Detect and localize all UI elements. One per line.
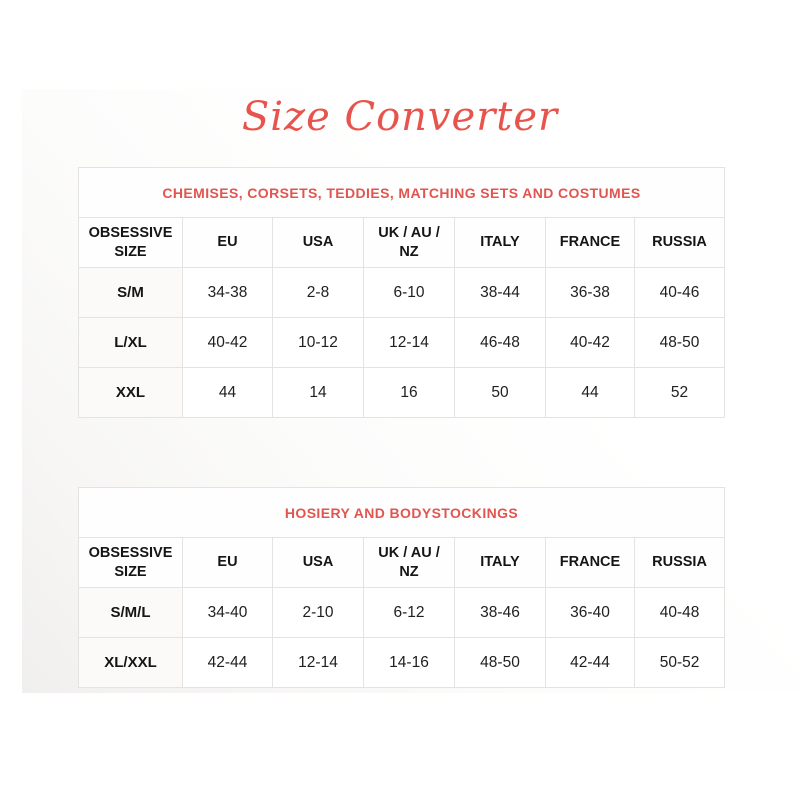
size-cell: 12-14 <box>273 638 364 688</box>
size-cell: 38-44 <box>455 268 546 318</box>
size-cell: 38-46 <box>455 588 546 638</box>
column-header-uk-au-nz: UK / AU / NZ <box>364 538 455 588</box>
size-cell: 36-40 <box>546 588 635 638</box>
row-label: S/M/L <box>79 588 183 638</box>
size-cell: 42-44 <box>183 638 273 688</box>
column-header-italy: ITALY <box>455 538 546 588</box>
size-cell: 36-38 <box>546 268 635 318</box>
column-header-usa: USA <box>273 538 364 588</box>
column-header-eu: EU <box>183 218 273 268</box>
table-title-row <box>79 488 725 538</box>
column-header-usa: USA <box>273 218 364 268</box>
table-row <box>79 268 725 318</box>
size-cell: 10-12 <box>273 318 364 368</box>
table-title: CHEMISES, CORSETS, TEDDIES, MATCHING SETS AND COSTUMES <box>79 168 725 218</box>
column-header-france: FRANCE <box>546 538 635 588</box>
column-header-russia: RUSSIA <box>635 218 725 268</box>
size-cell: 34-38 <box>183 268 273 318</box>
size-cell: 48-50 <box>455 638 546 688</box>
column-header-obsessive-size: OBSESSIVE SIZE <box>79 218 183 268</box>
size-cell: 2-8 <box>273 268 364 318</box>
size-cell: 16 <box>364 368 455 418</box>
size-cell: 52 <box>635 368 725 418</box>
size-cell: 42-44 <box>546 638 635 688</box>
chemises-size-table <box>78 167 725 418</box>
size-cell: 44 <box>183 368 273 418</box>
column-header-russia: RUSSIA <box>635 538 725 588</box>
column-header-row <box>79 218 725 268</box>
row-label: L/XL <box>79 318 183 368</box>
column-header-row <box>79 538 725 588</box>
size-cell: 34-40 <box>183 588 273 638</box>
size-cell: 46-48 <box>455 318 546 368</box>
size-cell: 12-14 <box>364 318 455 368</box>
size-cell: 50-52 <box>635 638 725 688</box>
table-row <box>79 638 725 688</box>
column-header-eu: EU <box>183 538 273 588</box>
size-cell: 48-50 <box>635 318 725 368</box>
page-title: Size Converter <box>241 94 559 140</box>
size-cell: 40-42 <box>546 318 635 368</box>
column-header-italy: ITALY <box>455 218 546 268</box>
row-label: XXL <box>79 368 183 418</box>
size-cell: 50 <box>455 368 546 418</box>
column-header-uk-au-nz: UK / AU / NZ <box>364 218 455 268</box>
size-cell: 40-42 <box>183 318 273 368</box>
size-cell: 14-16 <box>364 638 455 688</box>
row-label: XL/XXL <box>79 638 183 688</box>
table-title: HOSIERY AND BODYSTOCKINGS <box>79 488 725 538</box>
row-label: S/M <box>79 268 183 318</box>
hosiery-size-table <box>78 487 725 688</box>
table-title-row <box>79 168 725 218</box>
size-cell: 14 <box>273 368 364 418</box>
column-header-obsessive-size: OBSESSIVE SIZE <box>79 538 183 588</box>
table-row <box>79 588 725 638</box>
size-cell: 6-12 <box>364 588 455 638</box>
size-cell: 2-10 <box>273 588 364 638</box>
table-row <box>79 368 725 418</box>
table-row <box>79 318 725 368</box>
size-cell: 44 <box>546 368 635 418</box>
size-cell: 40-48 <box>635 588 725 638</box>
column-header-france: FRANCE <box>546 218 635 268</box>
size-cell: 6-10 <box>364 268 455 318</box>
size-cell: 40-46 <box>635 268 725 318</box>
